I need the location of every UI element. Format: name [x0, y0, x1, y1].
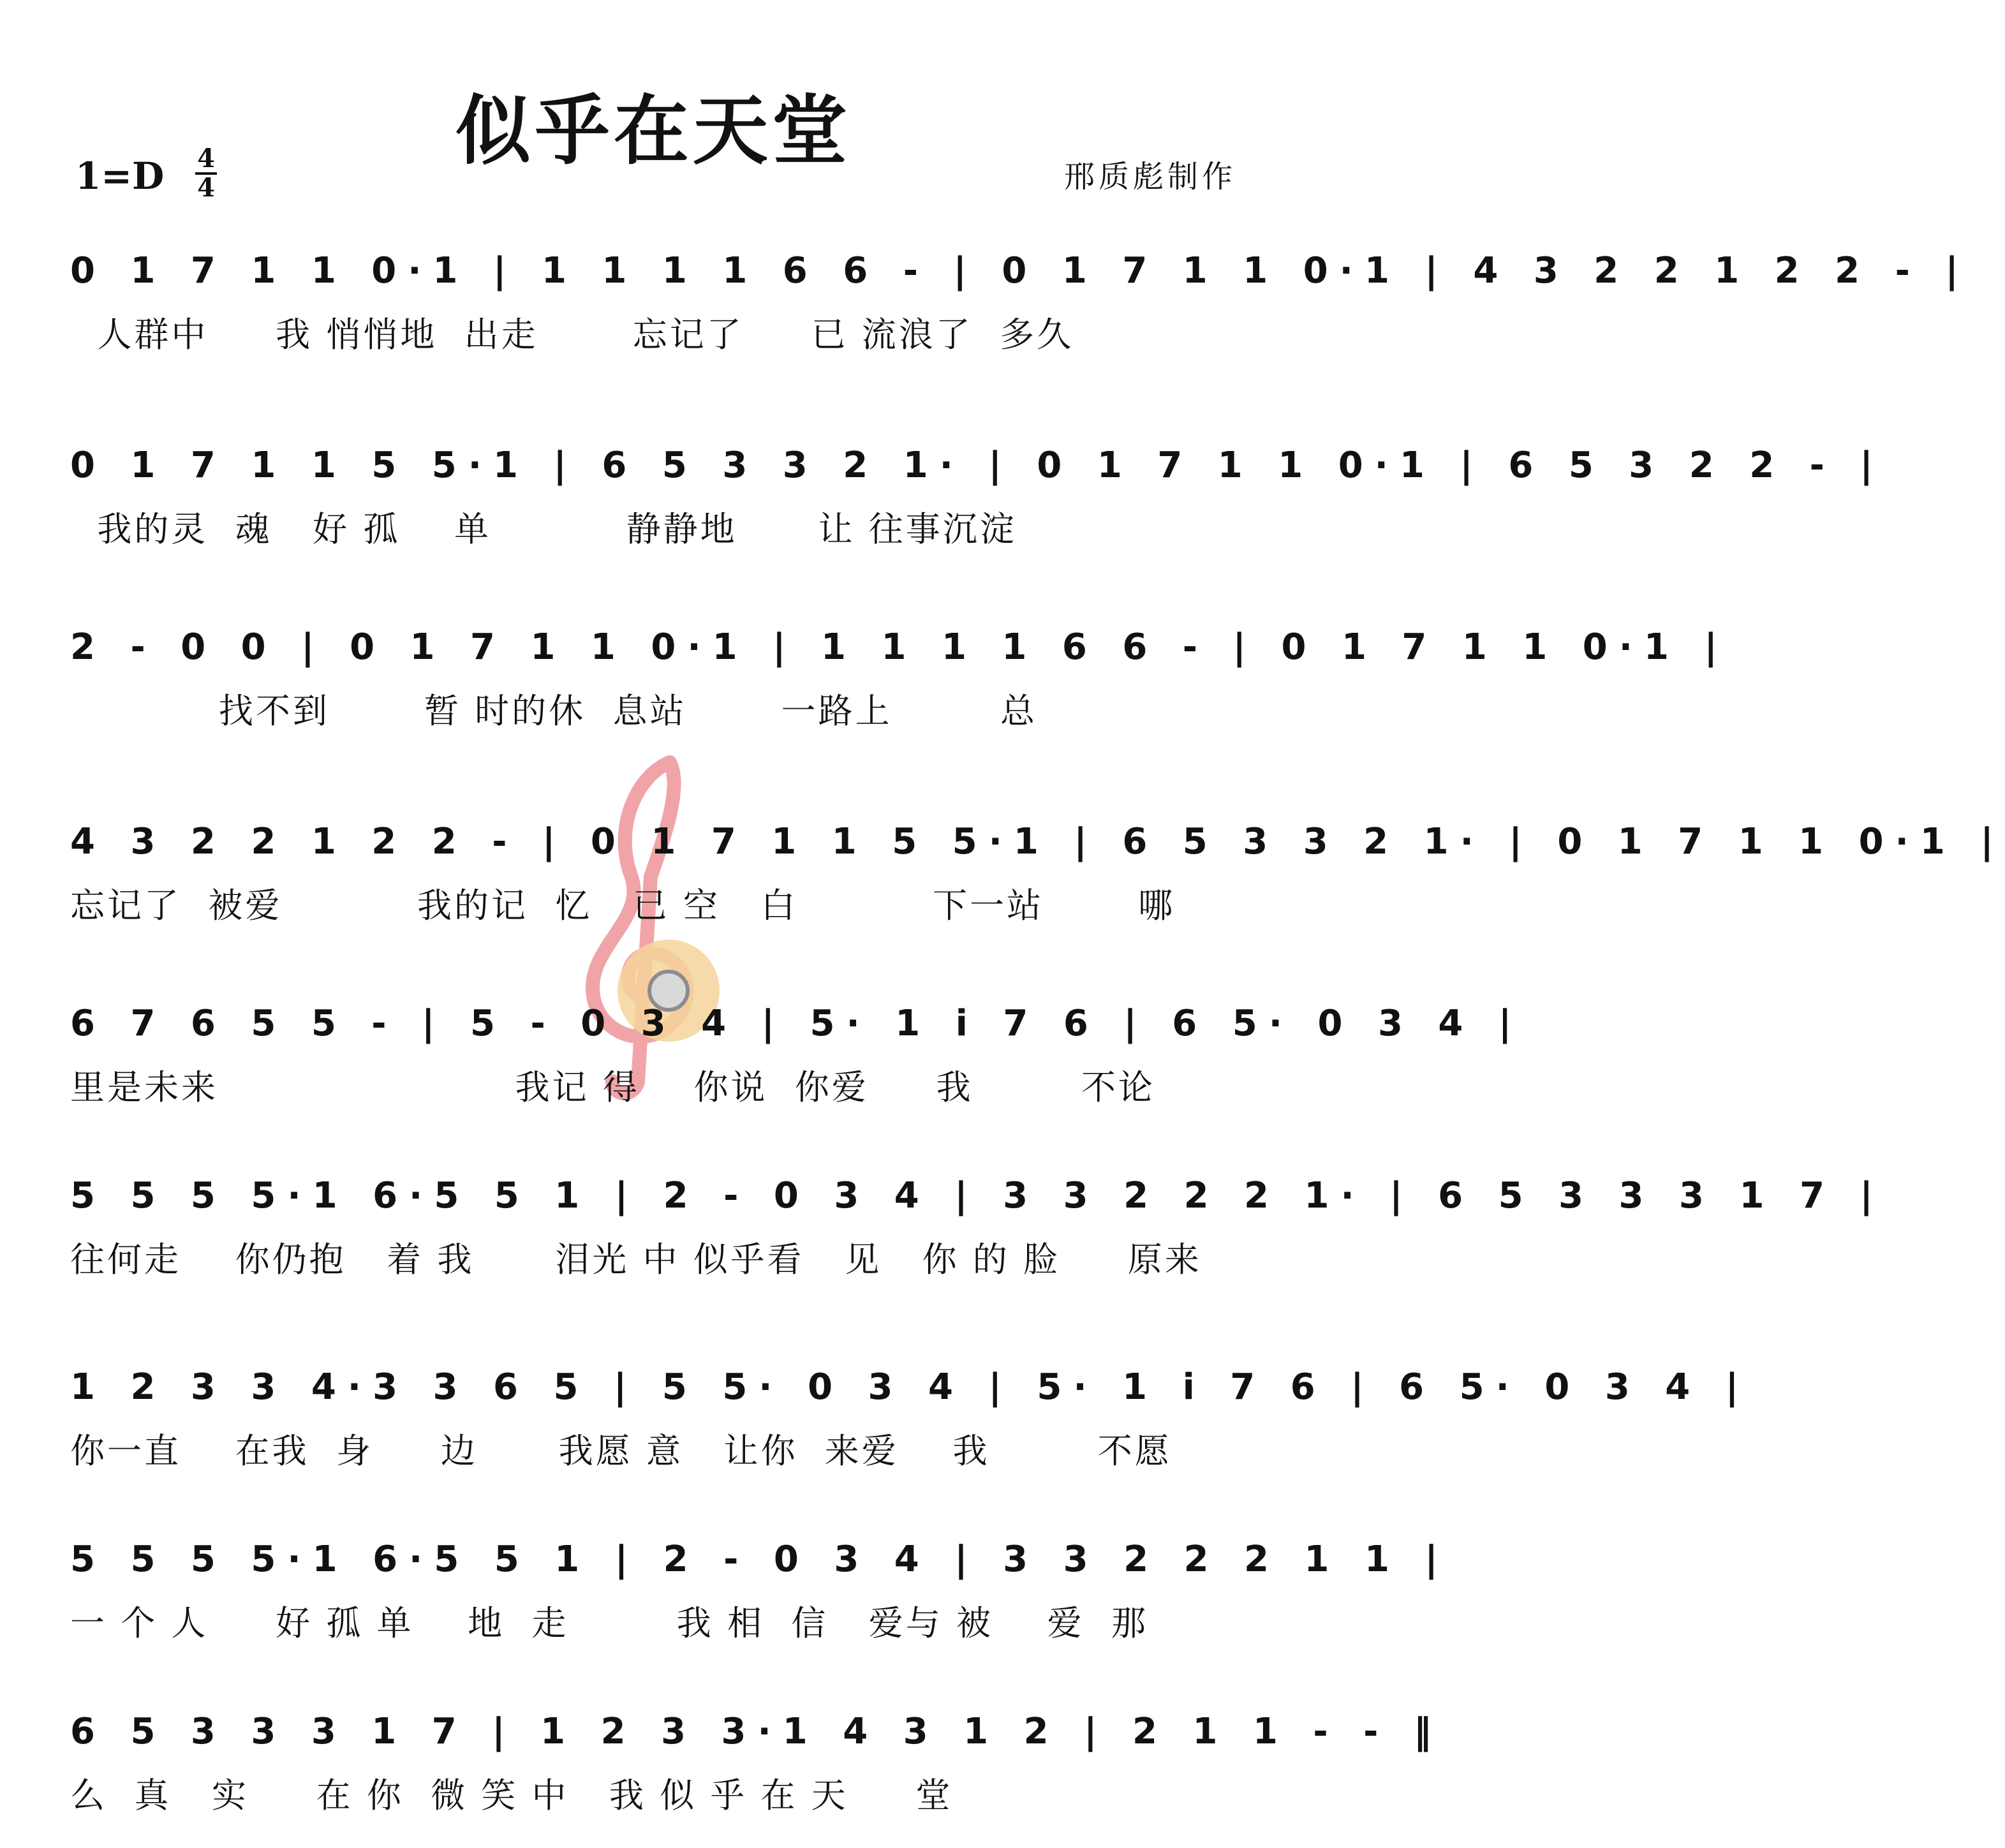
lyrics-line: 往何走 你仍抱 着 我 泪光 中 似乎看 见 你 的 脸 原来: [70, 1239, 1202, 1280]
underline-beams: [70, 501, 1244, 507]
underline-beams: [70, 1595, 1244, 1601]
song-title: 似乎在天堂: [455, 86, 851, 175]
notation-line: 1 2 3 3 4·3 3 6 5 | 5 5· 0 3 4 | 5· 1 i 7 6 | 6 5· 0 3 4 |: [70, 1366, 1750, 1408]
treble-clef-watermark-icon: [574, 750, 727, 1107]
lyrics-line: 你一直 在我 身 边 我愿 意 让你 来爱 我 不愿: [70, 1431, 1172, 1471]
lyrics-line: 找不到 暂 时的休 息站 一路上 总: [70, 691, 1037, 731]
lyrics-line: 么 真 实 在 你 微 笑 中 我 似 乎 在 天 堂: [70, 1775, 953, 1815]
underline-beams: [70, 306, 1244, 313]
key-signature: 1=D: [75, 154, 165, 198]
underline-beams: [70, 1423, 1244, 1429]
time-signature-bottom: 4: [197, 173, 215, 203]
notation-line: 4 3 2 2 1 2 2 - | 0 1 7 1 1 5 5·1 | 6 5 3 3 2 1· | 0 1 7 1 1 0·1 |: [70, 821, 2005, 862]
notation-line: 6 7 6 5 5 - | 5 - 0 3 4 | 5· 1 i 7 6 | 6 5· 0 3 4 |: [70, 1003, 1523, 1044]
underline-beams: [70, 683, 1244, 689]
underline-beams: [70, 1059, 1244, 1065]
underline-beams: [70, 1231, 1244, 1238]
time-signature: [191, 145, 221, 202]
notation-line: 5 5 5 5·1 6·5 5 1 | 2 - 0 3 4 | 3 3 2 2 2 1· | 6 5 3 3 3 1 7 |: [70, 1175, 1884, 1216]
notation-line: 6 5 3 3 3 1 7 | 1 2 3 3·1 4 3 1 2 | 2 1 1 - - ‖: [70, 1711, 1443, 1752]
notation-line: 0 1 7 1 1 5 5·1 | 6 5 3 3 2 1· | 0 1 7 1 1 0·1 | 6 5 3 2 2 - |: [70, 445, 1884, 486]
notation-line: 5 5 5 5·1 6·5 5 1 | 2 - 0 3 4 | 3 3 2 2 2 1 1 |: [70, 1539, 1449, 1580]
notation-line: 0 1 7 1 1 0·1 | 1 1 1 1 6 6 - | 0 1 7 1 1 0·1 | 4 3 2 2 1 2 2 - |: [70, 250, 1970, 292]
underline-beams: [70, 877, 1244, 883]
lyrics-line: 一 个 人 好 孤 单 地 走 我 相 信 爱与 被 爱 那: [70, 1603, 1148, 1643]
author-credit: 邢质彪制作: [1063, 159, 1236, 195]
underline-beams: [70, 1767, 1244, 1773]
lyrics-line: 人群中 我 悄悄地 出走 忘记了 已 流浪了 多久: [70, 314, 1074, 355]
time-signature-top: 4: [197, 144, 215, 174]
lyrics-line: 我的灵 魂 好 孤 单 静静地 让 往事沉淀: [70, 509, 1017, 549]
lyrics-line: 忘记了 被爱 我的记 忆 已 空 白 下一站 哪: [70, 885, 1176, 926]
notation-line: 2 - 0 0 | 0 1 7 1 1 0·1 | 1 1 1 1 6 6 - | 0 1 7 1 1 0·1 |: [70, 626, 1729, 668]
lyrics-line: 里是未来 我记 得 你说 你爱 我 不论: [70, 1067, 1155, 1107]
